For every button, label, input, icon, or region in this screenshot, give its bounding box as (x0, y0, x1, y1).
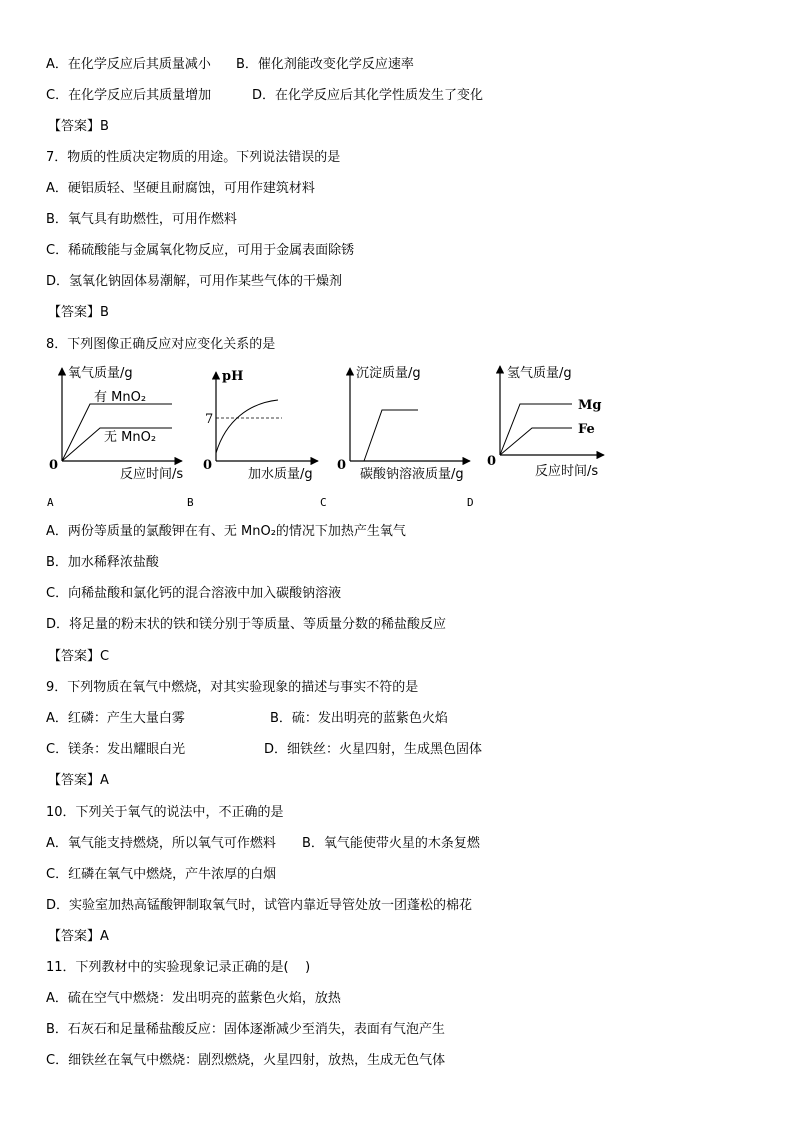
graph-a-xlabel: 反应时间/s (120, 467, 184, 482)
q11-stem: 11．下列教材中的实验现象记录正确的是( ) (46, 960, 311, 975)
graph-a-curve1-label: 有 MnO₂ (94, 390, 147, 405)
q9-stem: 9．下列物质在氧气中燃烧，对其实验现象的描述与事实不符的是 (46, 680, 419, 695)
graph-b (187, 369, 318, 509)
q7-option-c: C．稀硫酸能与金属氧化物反应，可用于金属表面除锈 (46, 243, 355, 258)
graph-d-curve1-label: Mg (578, 398, 602, 413)
graph-c-curve (364, 410, 418, 461)
graph-c (320, 365, 470, 509)
q10-option-b: B．氧气能使带火星的木条复燃 (302, 836, 480, 851)
graph-b-tick: 7 (205, 412, 214, 427)
q9-option-b: B．硫：发出明亮的蓝紫色火焰 (270, 711, 448, 726)
q7-option-d: D．氢氧化钠固体易潮解，可用作某些气体的干燥剂 (46, 274, 343, 289)
q8-option-d: D．将足量的粉末状的铁和镁分别于等质量、等质量分数的稀盐酸反应 (46, 617, 447, 632)
q6-option-a: A．在化学反应后其质量减小 (46, 57, 211, 72)
q6-answer: 【答案】B (48, 119, 109, 134)
q6-option-d: D．在化学反应后其化学性质发生了变化 (252, 88, 484, 103)
q7-answer: 【答案】B (48, 305, 109, 320)
q11-option-b: B．石灰石和足量稀盐酸反应：固体逐渐减少至消失，表面有气泡产生 (46, 1022, 445, 1037)
graph-b-letter: B (187, 496, 194, 509)
graph-a (47, 366, 183, 509)
graph-c-letter: C (320, 496, 327, 509)
graph-b-ylabel: pH (222, 369, 244, 384)
q8-answer: 【答案】C (48, 649, 110, 664)
q9-option-d: D．细铁丝：火星四射，生成黑色固体 (264, 742, 483, 757)
q6-option-c: C．在化学反应后其质量增加 (46, 88, 212, 103)
graph-a-ylabel: 氧气质量/g (68, 366, 133, 381)
q11-option-a: A．硫在空气中燃烧：发出明亮的蓝紫色火焰，放热 (46, 991, 341, 1006)
graph-d-ylabel: 氢气质量/g (507, 366, 572, 381)
graph-d-curve2-label: Fe (578, 422, 595, 437)
q11-option-c: C．细铁丝在氧气中燃烧：剧烈燃烧，火星四射，放热，生成无色气体 (46, 1053, 446, 1068)
graph-a-letter: A (47, 496, 54, 509)
graph-d (467, 366, 604, 509)
graph-b-xlabel: 加水质量/g (248, 467, 313, 482)
q10-option-a: A．氧气能支持燃烧，所以氧气可作燃料 (46, 836, 276, 851)
q10-option-d: D．实验室加热高锰酸钾制取氧气时，试管内靠近导管处放一团蓬松的棉花 (46, 898, 473, 913)
q8-stem: 8．下列图像正确反应对应变化关系的是 (46, 337, 276, 352)
q8-option-c: C．向稀盐酸和氯化钙的混合溶液中加入碳酸钠溶液 (46, 586, 342, 601)
q10-answer: 【答案】A (48, 929, 109, 944)
graph-d-curve-mg (500, 404, 572, 455)
graph-a-origin: 0 (49, 458, 59, 473)
q9-option-c: C．镁条：发出耀眼白光 (46, 742, 186, 757)
graph-b-origin: 0 (203, 458, 213, 473)
graph-d-curve-fe (500, 428, 572, 455)
q8-option-a: A．两份等质量的氯酸钾在有、无 MnO₂的情况下加热产生氧气 (46, 524, 406, 539)
graph-c-ylabel: 沉淀质量/g (356, 366, 421, 381)
graph-a-curve2-label: 无 MnO₂ (104, 430, 157, 445)
graph-d-xlabel: 反应时间/s (535, 464, 599, 479)
q9-answer: 【答案】A (48, 773, 109, 788)
graph-c-xlabel: 碳酸钠溶液质量/g (360, 467, 464, 482)
graph-d-origin: 0 (487, 454, 497, 469)
q7-option-a: A．硬铝质轻、坚硬且耐腐蚀，可用作建筑材料 (46, 181, 315, 196)
q7-stem: 7．物质的性质决定物质的用途。下列说法错误的是 (46, 150, 341, 165)
q9-option-a: A．红磷：产生大量白雾 (46, 711, 185, 726)
q8-option-b: B．加水稀释浓盐酸 (46, 555, 159, 570)
graph-d-letter: D (467, 496, 474, 509)
graph-c-origin: 0 (337, 458, 347, 473)
q10-option-c: C．红磷在氧气中燃烧，产牛浓厚的白烟 (46, 867, 277, 882)
graph-b-curve (216, 400, 278, 453)
q10-stem: 10．下列关于氧气的说法中，不正确的是 (46, 805, 284, 820)
q6-option-b: B．催化剂能改变化学反应速率 (236, 57, 414, 72)
q7-option-b: B．氧气具有助燃性，可用作燃料 (46, 212, 237, 227)
